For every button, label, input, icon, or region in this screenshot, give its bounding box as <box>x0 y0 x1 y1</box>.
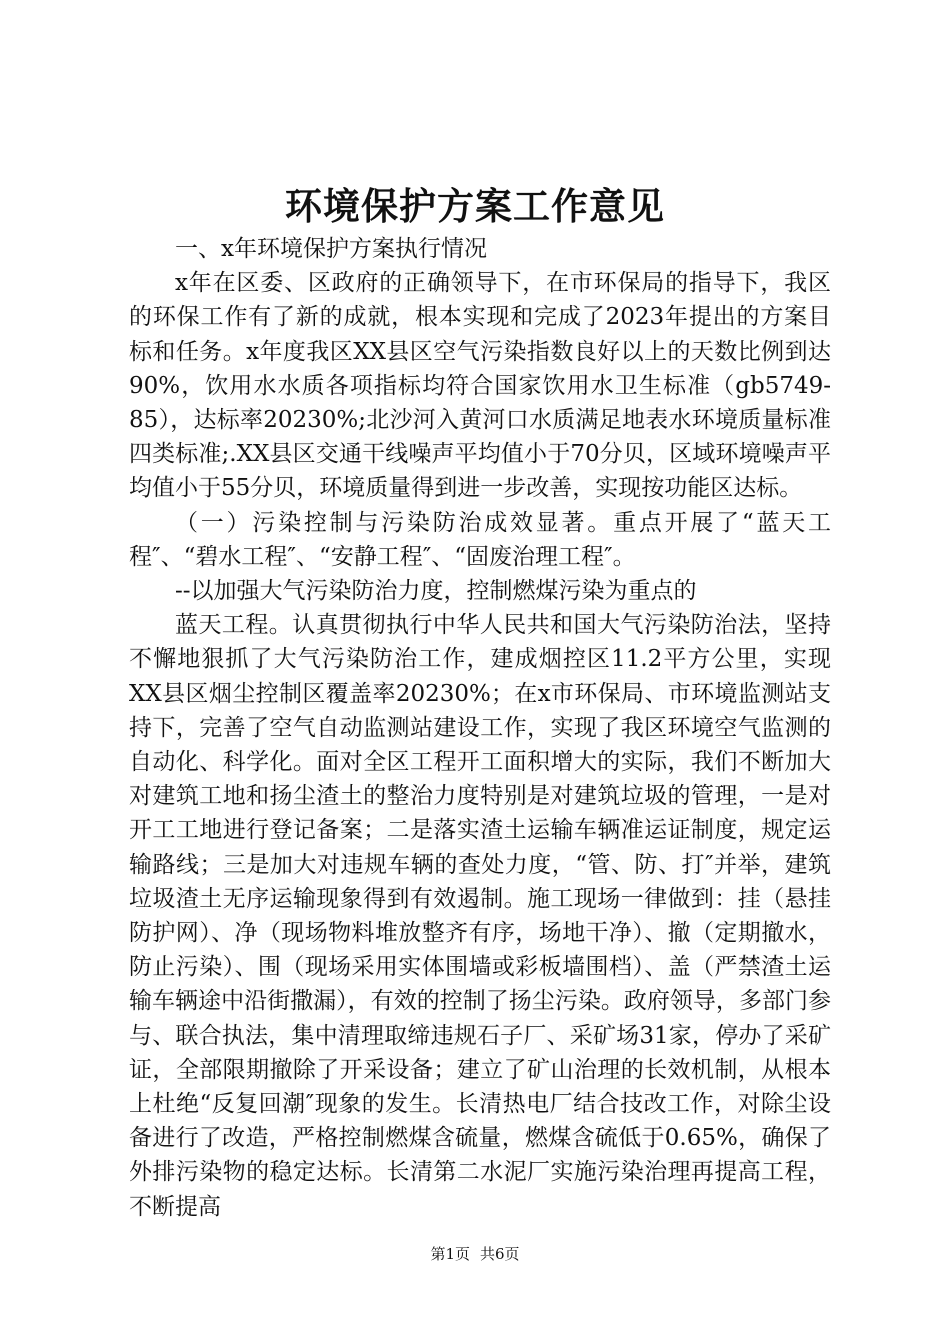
body-paragraph: --以加强大气污染防治力度，控制燃煤污染为重点的 <box>175 578 697 605</box>
body-paragraph: 蓝天工程。认真贯彻执行中华人民共和国大气污染防治法，坚持不懈地狠抓了大气污染防治工作，建成烟控区11.2平方公里，实现XX县区烟尘控制区覆盖率20230%；在x市环保局、市环境监测站支持下，完善了空气自动监测站建设工作，实现了我区环境空气监测的自动化、科学化。面对全区工程开工面积增大的实际，我们不断加大对建筑工地和扬尘渣土的整治力度特别是对建筑垃圾的管理，一是对开工工地进行登记备案；二是落实渣土运输车辆准运证制度，规定运输路线；三是加大对违规车辆的查处力度，“管、防、打″并举，建筑垃圾渣土无序运输现象得到有效遏制。施工现场一律做到：挂（悬挂防护网）、净（现场物料堆放整齐有序，场地干净）、撤（定期撤水，防止污染）、围（现场采用实体围墙或彩板墙围档）、盖（严禁渣土运输车辆途中沿街撒漏），有效的控制了扬尘污染。政府领导，多部门参与、联合执法，集中清理取缔违规石子厂、采矿场31家，停办了采矿证，全部限期撤除了开采设备；建立了矿山治理的长效机制，从根本上杜绝“反复回潮″现象的发生。长清热电厂结合技改工作，对除尘设备进行了改造，严格控制燃煤含硫量，燃煤含硫低于0.65%，确保了外排污染物的稳定达标。长清第二水泥厂实施污染治理再提高工程，不断提高 <box>129 612 831 1220</box>
page-total: 共6页 <box>480 1245 520 1263</box>
body-paragraph: x年在区委、区政府的正确领导下，在市环保局的指导下，我区的环保工作有了新的成就，根本实现和完成了2023年提出的方案目标和任务。x年度我区XX县区空气污染指数良好以上的天数比例到达90%，饮用水水质各项指标均符合国家饮用水卫生标准（gb5749-85），达标率20230%;北沙河入黄河口水质满足地表水环境质量标准四类标准;.XX县区交通干线噪声平均值小于70分贝，区域环境噪声平均值小于55分贝，环境质量得到进一步改善，实现按功能区达标。 <box>129 270 831 502</box>
body-paragraph: （一）污染控制与污染防治成效显著。重点开展了“蓝天工程″、“碧水工程″、“安静工程″、“固废治理工程″。 <box>129 509 831 570</box>
page-footer <box>0 1244 950 1264</box>
document-body <box>129 232 831 1224</box>
section-heading: 一、x年环境保护方案执行情况 <box>175 236 487 262</box>
page-number: 第1页 <box>430 1245 470 1263</box>
page-title: 环境保护方案工作意见 <box>285 185 665 228</box>
